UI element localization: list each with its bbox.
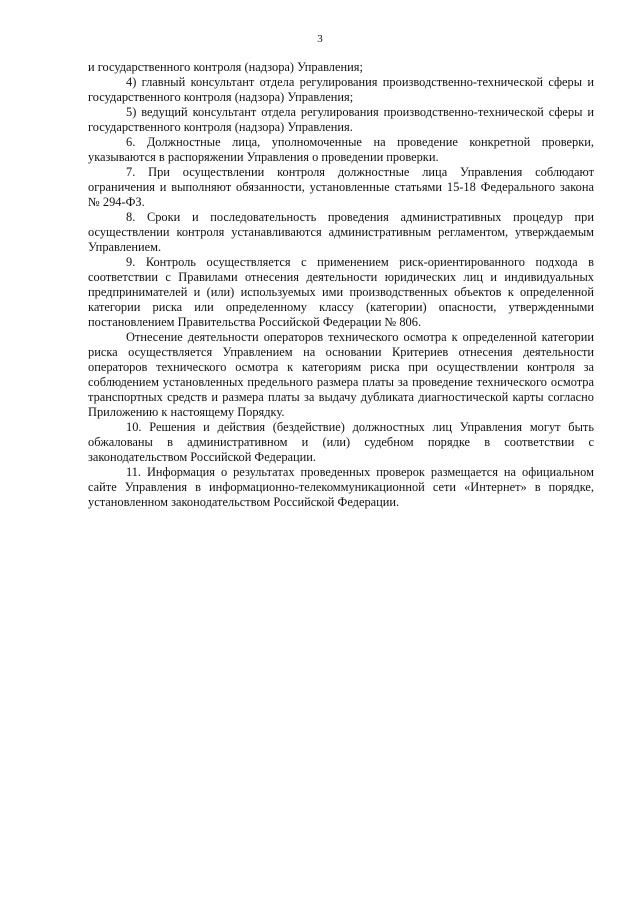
paragraph-9: 9. Контроль осуществляется с применением риск-ориентированного подхода в соответствии с Правилами отнесения деятельности юридических лиц и индивидуальных предпринимателей и (или) используемых ими производственных объектов к определенной категории риска или определенному классу (категории) опасности, утвержденными постановлением Правительства Российской Федерации № 806. [88, 255, 594, 329]
paragraph-item-5: 5) ведущий консультант отдела регулирования производственно-технической сферы и государственного контроля (надзора) Управления. [88, 105, 594, 134]
paragraph-risk-category: Отнесение деятельности операторов технического осмотра к определенной категории риска осуществляется Управлением на основании Критериев отнесения деятельности операторов технического осмотра к категориям риска при осуществлении контроля за соблюдением установленных предельного размера платы за проведение технического осмотра транспортных средств и размера платы за выдачу дубликата диагностической карты согласно Приложению к настоящему Порядку. [88, 330, 594, 419]
paragraph-8: 8. Сроки и последовательность проведения административных процедур при осуществлении контроля устанавливаются административным регламентом, утверждаемым Управлением. [88, 210, 594, 254]
paragraph-11: 11. Информация о результатах проведенных проверок размещается на официальном сайте Управления в информационно-телекоммуникационной сети «Интернет» в порядке, установленном законодательством Российской Федерации. [88, 465, 594, 509]
document-body [88, 60, 594, 510]
paragraph-10: 10. Решения и действия (бездействие) должностных лиц Управления могут быть обжалованы в административном и (или) судебном порядке в соответствии с законодательством Российской Федерации. [88, 420, 594, 464]
paragraph-7: 7. При осуществлении контроля должностные лица Управления соблюдают ограничения и выполняют обязанности, установленные статьями 15-18 Федерального закона № 294-ФЗ. [88, 165, 594, 209]
paragraph-item-4: 4) главный консультант отдела регулирования производственно-технической сферы и государственного контроля (надзора) Управления; [88, 75, 594, 104]
paragraph-6: 6. Должностные лица, уполномоченные на проведение конкретной проверки, указываются в распоряжении Управления о проведении проверки. [88, 135, 594, 164]
page-number: 3 [317, 33, 323, 45]
paragraph-continuation: и государственного контроля (надзора) Управления; [88, 60, 363, 74]
